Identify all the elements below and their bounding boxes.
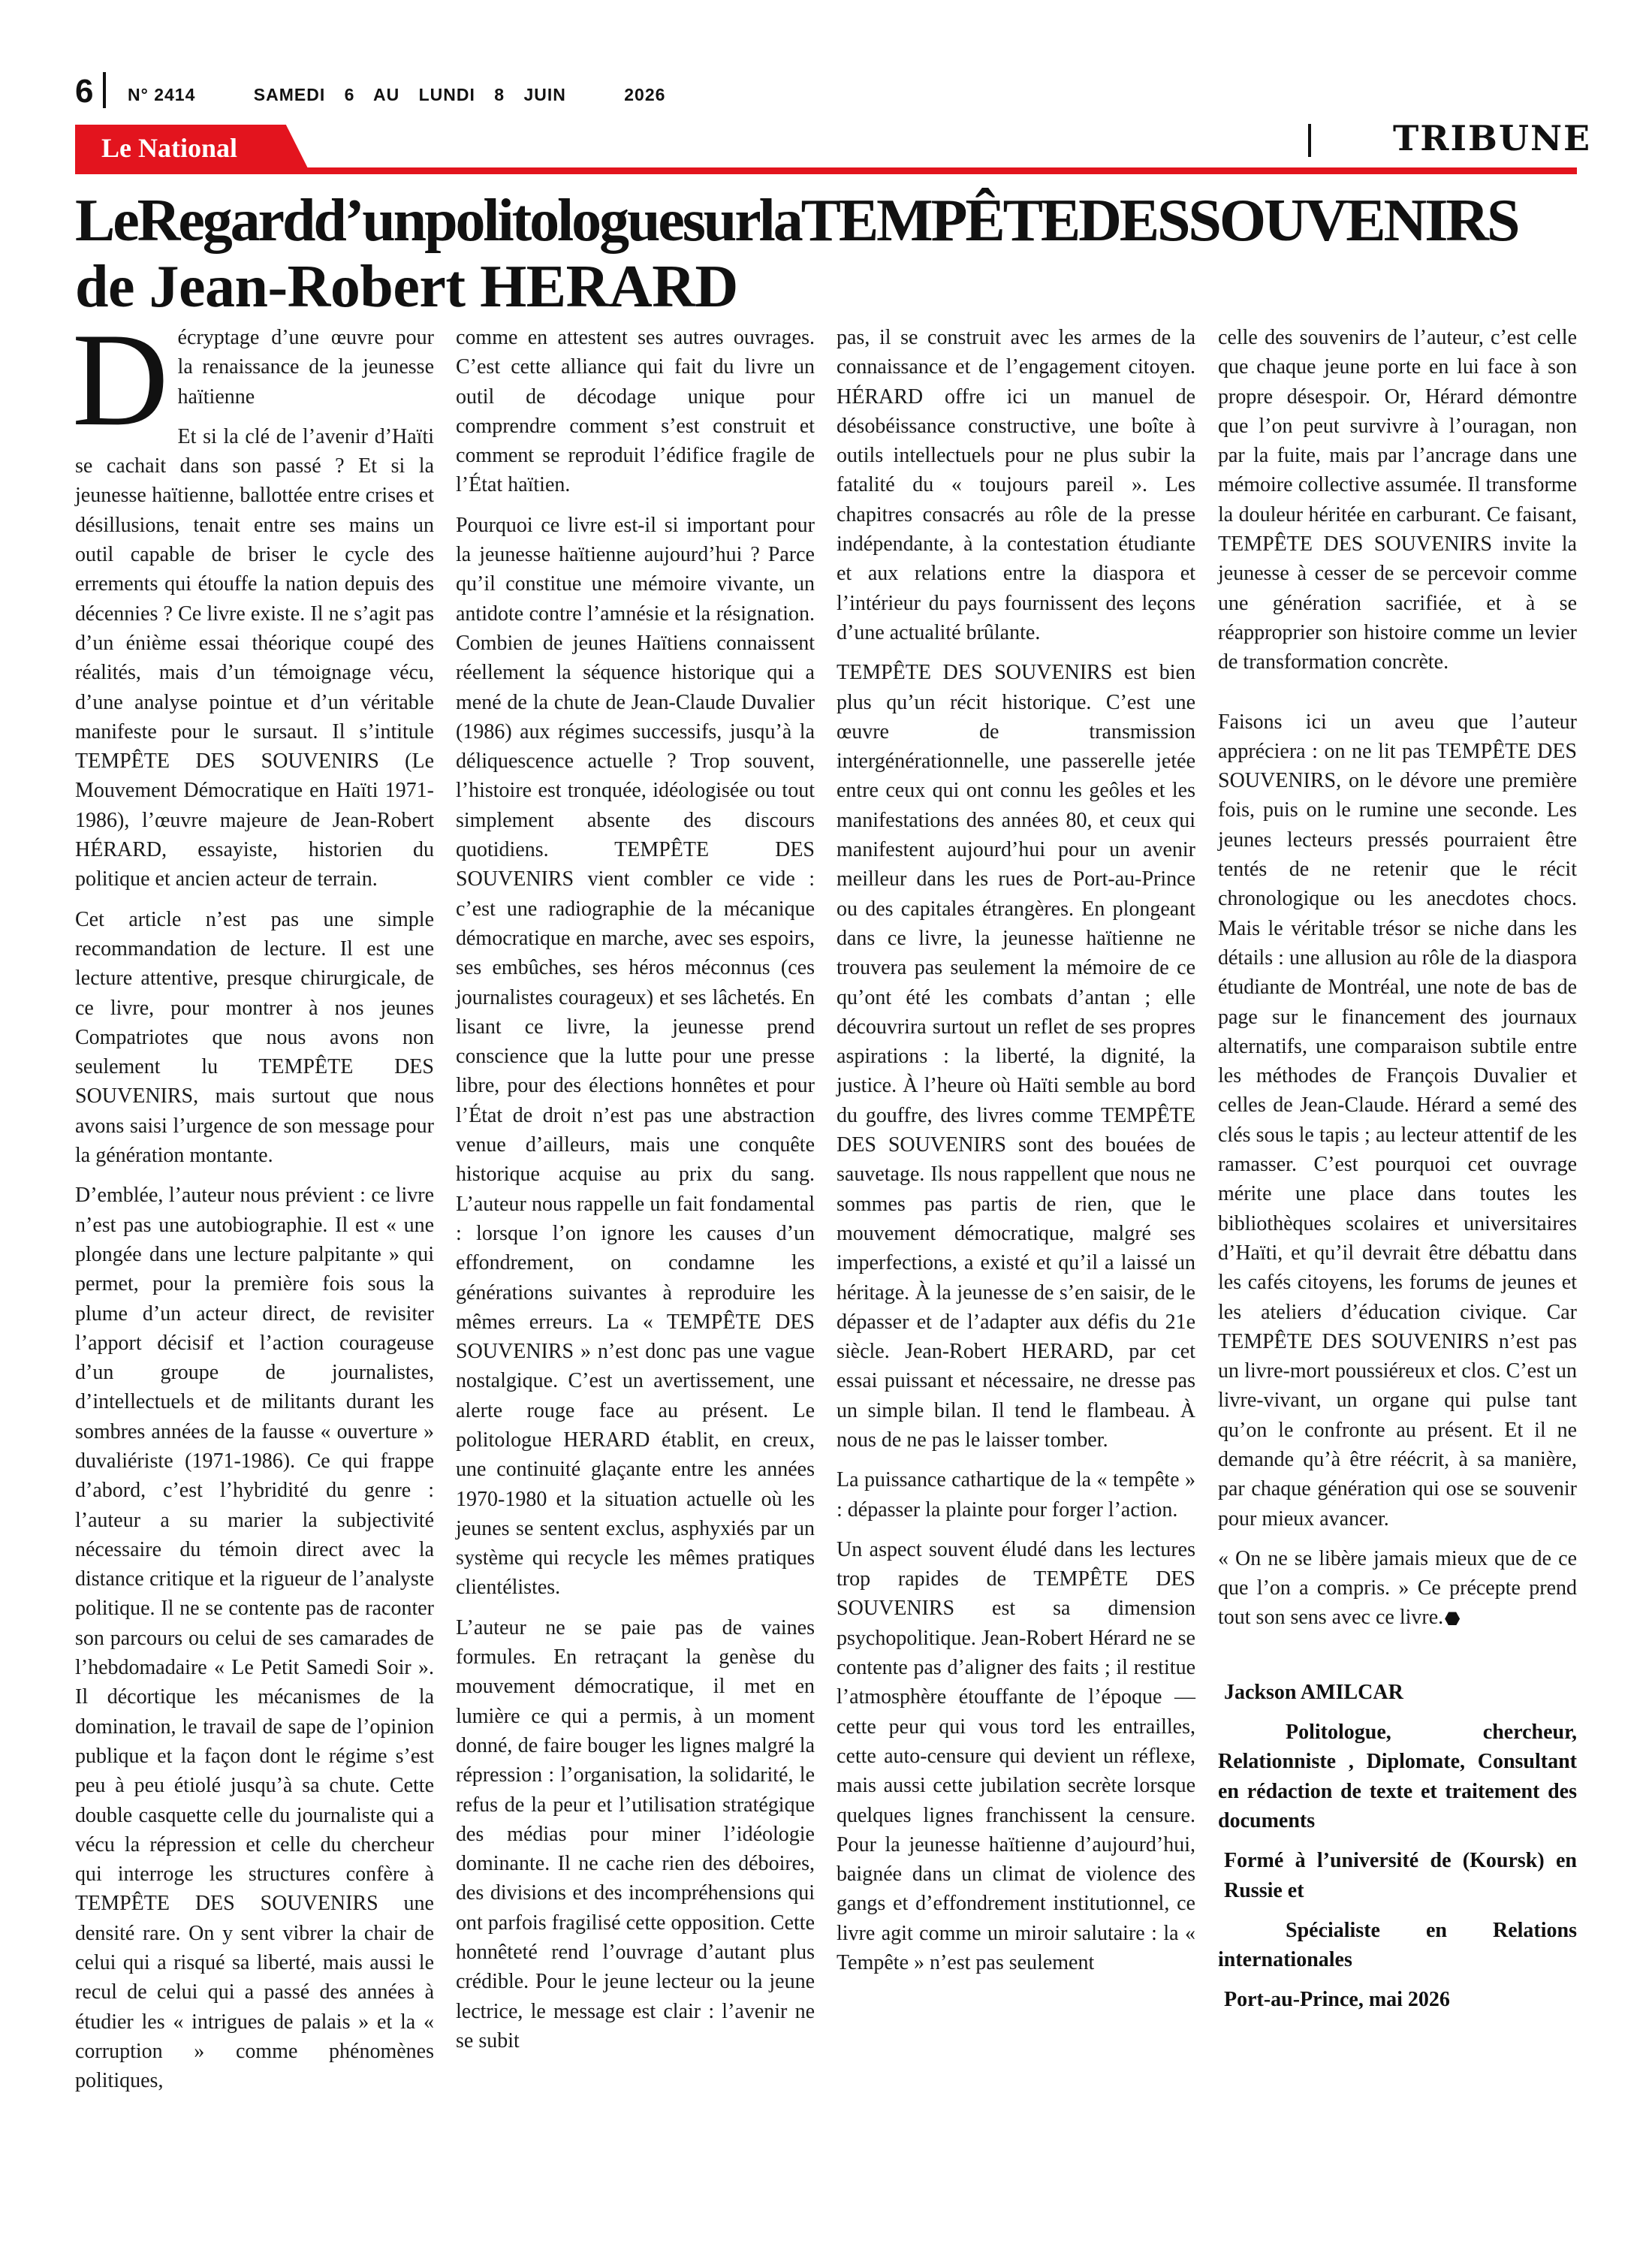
brand-name: Le National <box>101 133 238 163</box>
headline-line-2: de Jean-Robert HERARD <box>75 254 738 320</box>
article-column-4 <box>1218 323 1577 2025</box>
paragraph: Faisons ici un aveu que l’auteur appréciera : on ne lit pas TEMPÊTE DES SOUVENIRS, on le dévore une première fois, puis on le rumine une seconde. Les jeunes lecteurs pressés pourraient être tentés de ne retenir que le récit chronologique ou les anecdotes chocs. Mais le véritable trésor se niche dans les détails : une allusion au rôle de la diaspora étudiante de Montréal, une note de bas de page sur le financement des journaux alternatifs, une comparaison subtile entre les méthodes de François Duvalier et celles de Jean-Claude. Hérard a semé des clés sous le tapis ; au lecteur attentif de les ramasser. C’est pourquoi cet ouvrage mérite une place dans toutes les bibliothèques scolaires et universitaires d’Haïti, et qu’il devrait être débattu dans les cafés citoyens, les forums de jeunes et les ateliers d’éducation civique. Car TEMPÊTE DES SOUVENIRS n’est pas un livre-mort poussiéreux et clos. C’est un livre-vivant, un organe qui pulse tant qu’on le confronte au présent. Et il ne demande qu’à être réécrit, à sa manière, par chaque génération qui ose se souvenir pour mieux avancer. <box>1218 710 1577 1531</box>
article-headline <box>75 188 1577 320</box>
paragraph: TEMPÊTE DES SOUVENIRS est bien plus qu’un récit historique. C’est une œuvre de transmission intergénérationnelle, une passerelle jetée entre ceux qui ont connu les geôles et les manifestations des années 80, et ceux qui manifestent aujourd’hui pour un avenir meilleur dans les rues de Port-au-Prince ou des capitales étrangères. En plongeant dans ce livre, la jeunesse haïtienne ne trouvera pas seulement la mémoire de ce qu’ont été les combats d’antan ; elle découvrira surtout un reflet de ses propres aspirations : la liberté, la dignité, la justice. À l’heure où Haïti semble au bord du gouffre, des livres comme TEMPÊTE DES SOUVENIRS sont des bouées de sauvetage. Ils nous rappellent que nous ne sommes pas partis de rien, que le mouvement démocratique, malgré ses imperfections, a existé et qu’il a laissé un héritage. À la jeunesse de s’en saisir, de le dépasser et de l’adapter aux défis du 21e siècle. Jean-Robert HERARD, par cet essai puissant et nécessaire, ne dresse pas un simple bilan. Il tend le flambeau. À nous de ne pas le laisser tomber. <box>837 661 1195 1452</box>
paragraph: celle des souvenirs de l’auteur, c’est celle que chaque jeune porte en lui face à son propre désespoir. Or, Hérard démontre que l’on peut survivre à l’ouragan, non par la fuite, mais par l’ancrage dans une mémoire collective assumée. Il transforme la douleur héritée en carburant. Ce faisant, TEMPÊTE DES SOUVENIRS invite la jeunesse à cesser de se percevoir comme une génération sacrifiée, et à se réapproprier son histoire comme un levier de transformation concrète. <box>1218 326 1577 674</box>
section-divider <box>1308 124 1311 157</box>
section-label: TRIBUNE <box>1393 118 1592 158</box>
paragraph: Et si la clé de l’avenir d’Haïti se cachait dans son passé ? Et si la jeunesse haïtienne, ballottée entre crises et désillusions, tenait entre ses mains un outil capable de briser le cycle des errements qui étouffe la nation depuis des décennies ? Ce livre existe. Il ne s’agit pas d’un énième essai théorique coupé des réalités, mais d’un témoignage vécu, d’une analyse pointue et d’un véritable manifeste pour le sursaut. Il s’intitule TEMPÊTE DES SOUVENIRS (Le Mouvement Démocratique en Haïti 1971-1986), l’œuvre majeure de Jean-Robert HÉRARD, essayiste, historien du politique et ancien acteur de terrain. <box>75 424 434 891</box>
issue-number: N° 2414 <box>128 85 196 104</box>
paragraph: Cet article n’est pas une simple recommandation de lecture. Il est une lecture attentive, presque chirurgicale, de ce livre, pour montrer à nos jeunes Compatriotes que nous avons non seulement lu TEMPÊTE DES SOUVENIRS, mais surtout que nous avons saisi l’urgence de son message pour la génération montante. <box>75 907 434 1168</box>
closing-quote <box>1218 1544 1577 1633</box>
page-number: 6 <box>75 73 94 110</box>
author-signature <box>1218 1678 1577 2015</box>
closing-quote-text: « On ne se libère jamais mieux que de ce que l’on a compris. » Ce précepte prend tout son sens avec ce livre. <box>1218 1546 1577 1630</box>
issue-line <box>128 85 679 105</box>
paragraph <box>72 305 434 454</box>
author-name: Jackson AMILCAR <box>1224 1680 1403 1704</box>
paragraph: pas, il se construit avec les armes de la connaissance et de l’engagement citoyen. HÉRARD offre ici un manuel de désobéissance constructive, une boîte à outils intellectuels pour ne plus subir la fatalité du « toujours pareil ». Les chapitres consacrés au rôle de la presse indépendante, à la contestation étudiante et aux relations entre la diaspora et l’intérieur du pays fournissent des leçons d’une actualité brûlante. <box>837 326 1195 644</box>
end-of-article-icon <box>1445 1612 1460 1625</box>
paragraph: Pourquoi ce livre est-il si important pour la jeunesse haïtienne aujourd’hui ? Parce qu’il constitue une mémoire vivante, un antidote contre l’amnésie et la résignation. Combien de jeunes Haïtiens connaissent réellement la séquence historique qui a mené de la chute de Jean-Claude Duvalier (1986) aux régimes successifs, jusqu’à la déliquescence actuelle ? Trop souvent, l’histoire est tronquée, idéologisée ou tout simplement absente des discours quotidiens. TEMPÊTE DES SOUVENIRS vient combler ce vide : c’est une radiographie de la mécanique démocratique en marche, avec ses espoirs, ses embûches, ses héros méconnus (ces journalistes courageux) et ses lâchetés. En lisant ce livre, la jeunesse prend conscience que la lutte pour une presse libre, pour des élections honnêtes et pour l’État de droit n’est pas une abstraction venue d’ailleurs, mais une conquête historique acquise au prix du sang. L’auteur nous rappelle un fait fondamental : lorsque l’on ignore les causes d’un effondrement, on condamne les générations suivantes à reproduire les mêmes erreurs. La « TEMPÊTE DES SOUVENIRS » n’est donc pas une vague nostalgique. C’est un avertissement, une alerte rouge face au présent. Le politologue HERARD établit, en creux, une continuité glaçante entre les années 1970-1980 et la situation actuelle où les jeunes se sentent exclus, asphyxiés par un système qui recycle les mêmes pratiques clientélistes. <box>456 513 815 1600</box>
date-connector: AU <box>372 85 400 104</box>
headline-line-1: LeRegardd’unpolitologuesurlaTEMPÊTEDESSOUVENIRS <box>75 188 1518 254</box>
paragraph: Un aspect souvent éludé dans les lectures trop rapides de TEMPÊTE DES SOUVENIRS est sa dimension psychopolitique. Jean-Robert Hérard ne se contente pas d’aligner des faits ; il restitue l’atmosphère étouffante de l’époque — cette peur qui vous tord les entrailles, cette auto-censure qui devient un réflexe, mais aussi cette jubilation secrète lorsque quelques lignes franchissent la censure. Pour la jeunesse haïtienne d’aujourd’hui, baignée dans un climat de violence des gangs et d’effondrement institutionnel, ce livre agit comme un miroir salutaire : la « Tempête » n’est pas seulement <box>837 1537 1195 1975</box>
subheading: La puissance cathartique de la « tempête » : dépasser la plainte pour forger l’action. <box>837 1468 1195 1522</box>
author-title: Politologue, chercheur, Relationniste , Diplomate, Consultant en rédaction de texte et traitement des documents <box>1218 1721 1577 1832</box>
author-specialty: Spécialiste en Relations internationales <box>1218 1918 1577 1972</box>
drop-cap: D <box>72 305 169 454</box>
article-column-1 <box>72 305 434 2107</box>
date-weekday-start: SAMEDI <box>253 85 326 104</box>
date-month: JUIN <box>523 85 566 104</box>
date-year: 2026 <box>624 85 666 104</box>
date-day-start: 6 <box>344 85 355 104</box>
header-rule <box>75 167 1577 174</box>
article-column-3 <box>837 323 1195 1988</box>
date-day-end: 8 <box>494 85 505 104</box>
author-education: Formé à l’université de (Koursk) en Russie et <box>1224 1849 1577 1902</box>
paragraph: D’emblée, l’auteur nous prévient : ce livre n’est pas une autobiographie. Il est « une plongée dans une lecture palpitante » qui permet, pour la première fois sous la plume d’un acteur direct, de revisiter l’apport décisif et l’action courageuse d’un groupe de journalistes, d’intellectuels et de militants durant les sombres années de la fausse « ouverture » duvaliériste (1971-1986). Ce qui frappe d’abord, c’est l’hybridité du genre : l’auteur a su marier la subjectivité nécessaire du témoin direct avec la distance critique et la rigueur de l’analyste politique. Il ne se contente pas de raconter son parcours ou celui de ses camarades de l’hebdomadaire « Le Petit Samedi Soir ». Il décortique les mécanismes de la domination, le travail de sape de l’opinion publique et la façon dont le régime s’est peu à peu étiolé jusqu’à sa chute. Cette double casquette celle du journaliste qui a vécu la répression et celle du chercheur qui interroge les structures confère à TEMPÊTE DES SOUVENIRS une densité rare. On y sent vibrer la chair de celui qui a risqué sa liberté, mais aussi le recul de celui qui a passé des années à étudier les « intrigues de palais » et la « corruption » comme phénomènes politiques, <box>75 1184 434 2093</box>
paragraph: L’auteur ne se paie pas de vaines formules. En retraçant la genèse du mouvement démocratique, il met en lumière ce qui a permis, à un moment donné, de faire bouger les lignes malgré la répression : l’organisation, la solidarité, le refus de la peur et l’utilisation stratégique des médias pour miner l’idéologie dominante. Il ne cache rien des déboires, des divisions et des incompréhensions qui ont parfois fragilisé cette opposition. Cette honnêteté rend l’ouvrage d’autant plus crédible. Pour le jeune lecteur ou la jeune lectrice, le message est clair : l’avenir ne se subit <box>456 1615 815 2052</box>
paragraph-text: écryptage d’une œuvre pour la renaissance de la jeunesse haïtienne <box>177 326 434 409</box>
article-column-2 <box>456 323 815 2066</box>
dateline: Port-au-Prince, mai 2026 <box>1224 1988 1450 2012</box>
date-weekday-end: LUNDI <box>418 85 475 104</box>
paragraph: comme en attestent ses autres ouvrages. C’est cette alliance qui fait du livre un outil de décodage unique pour comprendre comment s’est construit et comment se reproduit l’édifice fragile de l’État haïtien. <box>456 326 815 497</box>
folio-divider <box>103 72 106 108</box>
